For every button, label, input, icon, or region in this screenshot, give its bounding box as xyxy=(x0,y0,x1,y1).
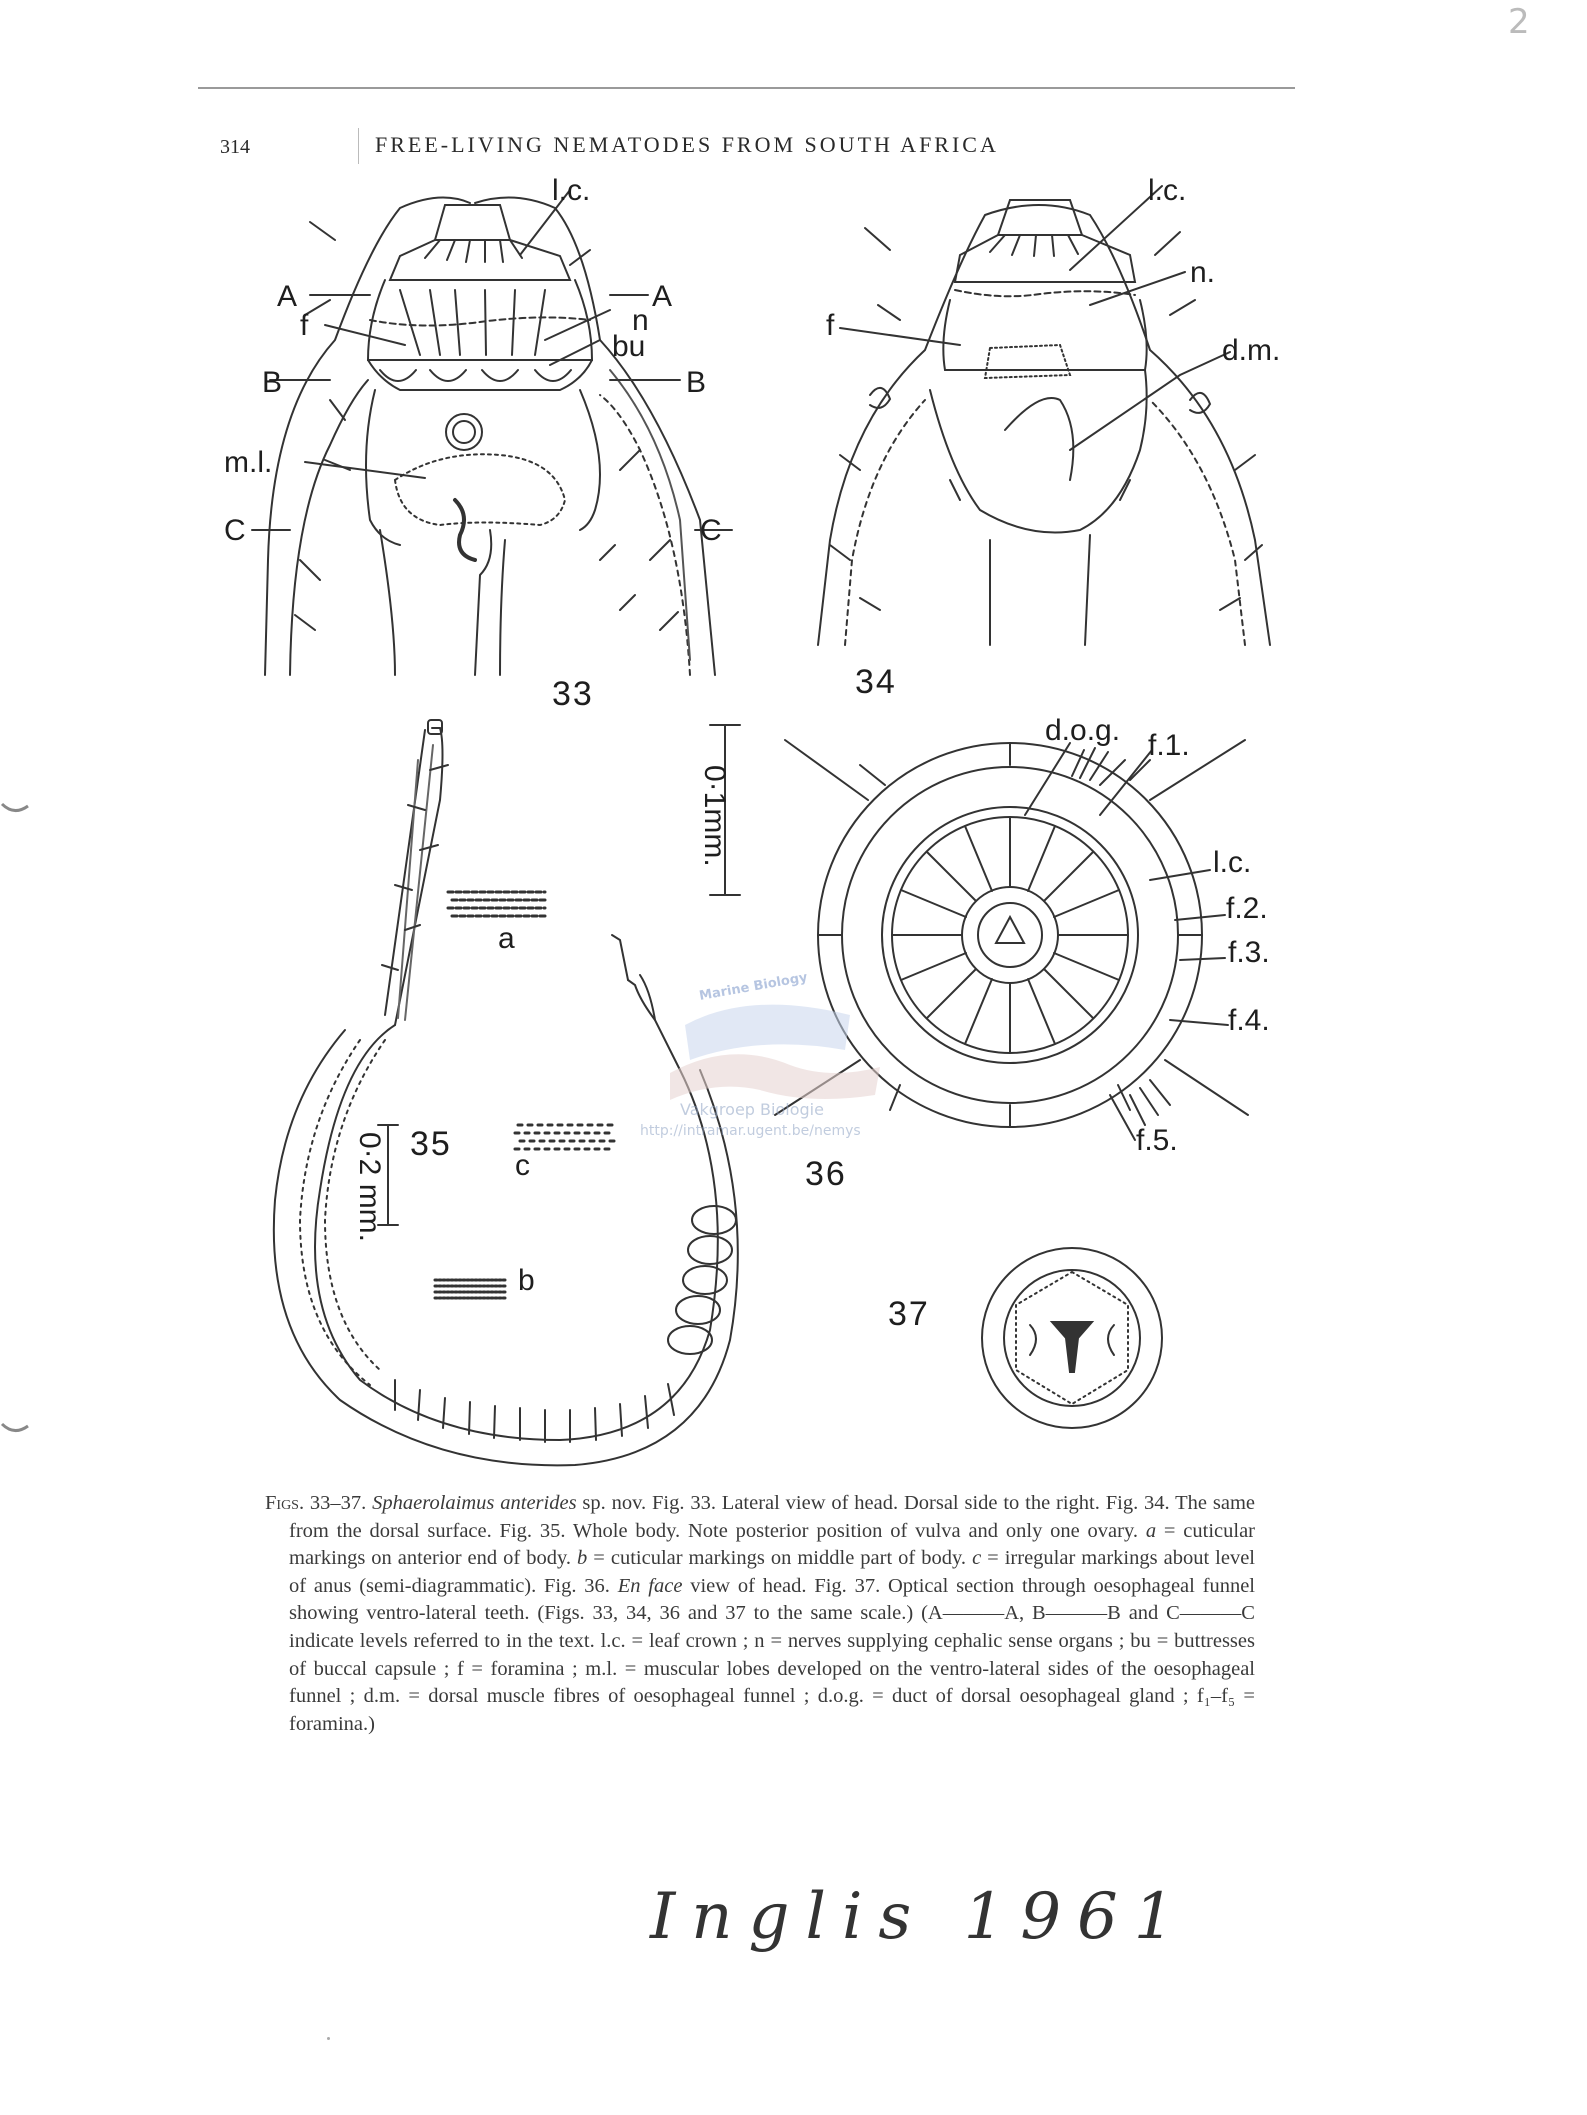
figure-37-labels xyxy=(888,1295,930,1333)
fig33-label-n: n xyxy=(632,304,649,337)
figure-35-number: 35 xyxy=(410,1125,452,1163)
caption-species: Sphaerolaimus anterides xyxy=(372,1492,577,1514)
figure-37-number: 37 xyxy=(888,1295,930,1333)
fig34-label-n: n. xyxy=(1190,256,1216,289)
fig36-label-f1: f.1. xyxy=(1148,729,1190,762)
fig33-label-c-right: C xyxy=(700,514,722,547)
fig33-label-b-right: B xyxy=(686,366,707,399)
caption-text-4: = irregular markings about level of anus (semi-diagrammatic). Fig. 36. xyxy=(289,1547,1255,1597)
fig33-label-lc: l.c. xyxy=(552,174,591,207)
fig36-label-f4: f.4. xyxy=(1228,1004,1270,1037)
caption-paragraph xyxy=(265,1490,1255,1738)
fig33-label-bu: bu xyxy=(612,330,646,363)
caption-lead: Figs. 33–37. xyxy=(265,1492,367,1514)
scan-speck xyxy=(327,2037,330,2040)
fig36-label-f2: f.2. xyxy=(1226,892,1268,925)
fig33-label-a-right: A xyxy=(652,280,673,313)
figure-33-labels xyxy=(224,174,722,713)
fig36-label-lc: l.c. xyxy=(1213,846,1252,879)
caption-symbol-a: a xyxy=(1145,1519,1157,1542)
figure-caption xyxy=(265,1490,1255,1738)
fig35-label-a: a xyxy=(498,922,515,955)
figure-36-number: 36 xyxy=(805,1155,847,1193)
watermark-logo xyxy=(640,955,900,1140)
fig33-label-f: f xyxy=(300,309,309,342)
figure-33-drawing xyxy=(252,190,732,675)
watermark-line-1: Marine Biology xyxy=(698,970,809,1004)
page-number: 314 xyxy=(220,136,250,158)
running-head: FREE-LIVING NEMATODES FROM SOUTH AFRICA xyxy=(375,132,999,157)
figure-34-number: 34 xyxy=(855,663,897,701)
corner-pencil-mark: 2 xyxy=(1508,2,1530,42)
watermark-line-2: Vakgroep Biologie xyxy=(680,1100,824,1119)
figure-37-drawing xyxy=(982,1248,1162,1428)
fig34-label-f: f xyxy=(826,309,835,342)
caption-text-2: = cuticular markings on anterior end of body. xyxy=(289,1519,1255,1570)
fig35-scale-small: 0·1mm. xyxy=(698,765,731,867)
fig36-label-f3: f.3. xyxy=(1228,936,1270,969)
caption-en-face: En face xyxy=(617,1574,683,1597)
caption-text-3: = cuticular markings on middle part of body. xyxy=(587,1547,973,1570)
figure-34-drawing xyxy=(818,186,1270,645)
fig33-label-ml: m.l. xyxy=(224,446,273,479)
caption-text-5: view of head. Fig. 37. Optical section through oesophageal funnel showing ventro-lateral teeth. (Figs. 33, 34, 36 and 37 to the same scale.) (A———A, B———B and C———C indicate levels referred to in the text. l.c. = leaf crown ; n = nerves supplying cephalic sense organs ; bu = buttresses of buccal capsule ; f = foramina ; m.l. = muscular lobes developed on the ventro-lateral sides of the oesophageal funnel ; d.m. = dorsal muscle fibres of oesophageal funnel ; d.o.g. = duct of dorsal oesophageal gland ; f₁–f₅ = foramina.) xyxy=(289,1574,1255,1735)
fig35-label-c: c xyxy=(515,1149,530,1182)
fig34-label-dm: d.m. xyxy=(1222,334,1281,367)
figure-33-number: 33 xyxy=(552,675,594,713)
fig35-label-b: b xyxy=(518,1264,535,1297)
watermark-url: http://intramar.ugent.be/nemys xyxy=(640,1123,861,1139)
fig35-scale-large: 0·2 mm. xyxy=(353,1132,386,1243)
fig36-label-dog: d.o.g. xyxy=(1045,714,1121,747)
caption-symbol-b: b xyxy=(577,1547,588,1570)
handwritten-annotation: Inglis 1961 xyxy=(650,1880,1191,1954)
fig36-label-f5: f.5. xyxy=(1136,1124,1178,1157)
fig33-label-c-left: C xyxy=(224,514,246,547)
caption-text-1: sp. nov. Fig. 33. Lateral view of head. Dorsal side to the right. Fig. 34. The same from the dorsal surface. Fig. 35. Whole body. Note posterior position of vulva and only one ovary. xyxy=(289,1492,1255,1542)
fig33-label-b-left: B xyxy=(262,366,283,399)
caption-symbol-c: c xyxy=(972,1547,982,1570)
fig34-label-lc: l.c. xyxy=(1148,174,1187,207)
fig33-label-a-left: A xyxy=(277,280,298,313)
